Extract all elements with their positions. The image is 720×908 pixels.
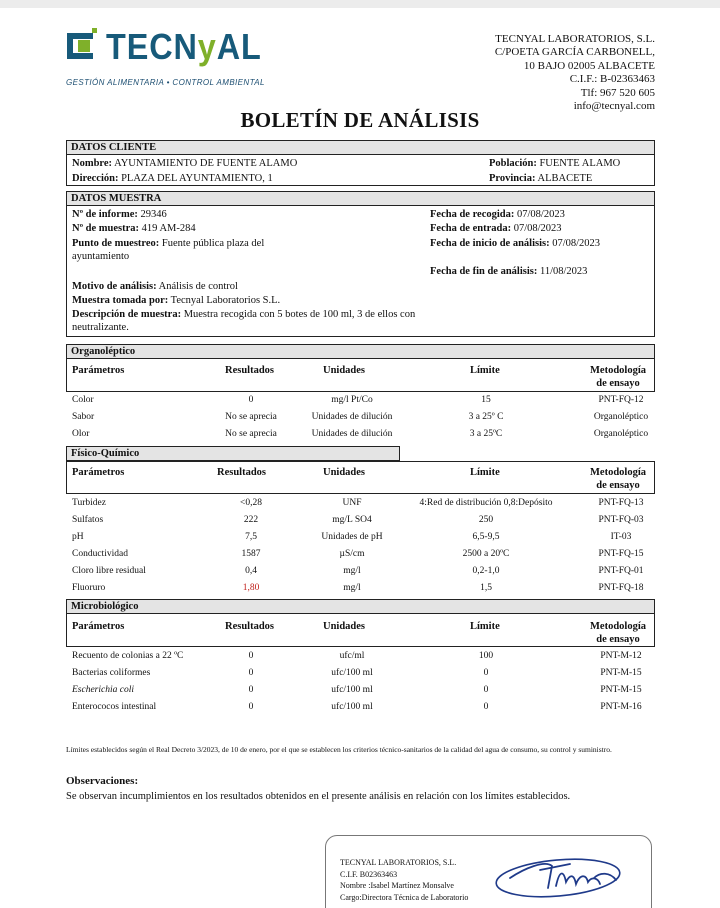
cliente-provincia: Provincia: ALBACETE xyxy=(489,173,593,184)
col-limite: Límite xyxy=(470,365,500,376)
company-address xyxy=(495,33,655,113)
table-row: pH 7,5 Unidades de pH 6,5-9,5 IT-03 xyxy=(72,532,632,542)
company-cif: C.I.F.: B-02363463 xyxy=(569,73,655,86)
table-row: Turbidez <0,28 UNF 4:Red de distribución 0,8:Depósito PNT-FQ-13 xyxy=(72,498,644,508)
col-metodologia: Metodología de ensayo xyxy=(590,621,646,645)
muestra-descripcion: Descripción de muestra: Muestra recogida con 5 botes de 100 ml, 3 de ellos con neutralizante. xyxy=(72,309,416,333)
company-logo xyxy=(66,26,265,92)
fisico-table-header xyxy=(66,461,655,494)
fluoruro-result-exceeded: 1,80 xyxy=(242,583,260,593)
table-row: Sulfatos 222 mg/L SO4 250 PNT-FQ-03 xyxy=(72,515,644,525)
company-name: TECNYAL LABORATORIOS, S.L. xyxy=(495,33,655,45)
table-row: Escherichia coli 0 ufc/100 ml 0 PNT-M-15 xyxy=(72,685,642,695)
table-row: Recuento de colonias a 22 ºC 0 ufc/ml 100 PNT-M-12 xyxy=(72,651,642,661)
muestra-recogida: Fecha de recogida: 07/08/2023 xyxy=(430,209,565,220)
table-row: Bacterias coliformes 0 ufc/100 ml 0 PNT-M-15 xyxy=(72,668,642,678)
legal-note: Límites establecidos según el Real Decreto 3/2023, de 10 de enero, por el que se establecen los criterios técnico-sanitarios de la calidad del agua de consumo, su control y suministro. xyxy=(66,745,612,754)
col-unidades: Unidades xyxy=(323,365,366,376)
section-header-micro: Microbiológico xyxy=(66,599,655,614)
col-limite: Límite xyxy=(470,467,500,478)
col-parametros: Parámetros xyxy=(72,467,125,478)
col-metodologia: Metodología de ensayo xyxy=(590,365,646,389)
section-header-muestra: DATOS MUESTRA xyxy=(66,191,655,206)
observaciones-heading: Observaciones: xyxy=(66,775,139,787)
page-top-edge xyxy=(0,0,720,8)
col-metodologia: Metodología de ensayo xyxy=(590,467,646,491)
table-row: Fluoruro 1,80 mg/l 1,5 PNT-FQ-18 xyxy=(72,583,644,593)
table-row: Olor No se aprecia Unidades de dilución 3 a 25ºC Organoléptico xyxy=(72,429,649,439)
company-phone: Tlf: 967 520 605 xyxy=(580,86,655,99)
col-resultados: Resultados xyxy=(225,365,275,376)
logo-tagline: GESTIÓN ALIMENTARIA • CONTROL AMBIENTAL xyxy=(66,78,265,87)
signature-details: TECNYAL LABORATORIOS, S.L. C.I.F. B02363463 Nombre :Isabel Martínez Monsalve Cargo:Directora Técnica de Laboratorio xyxy=(340,858,469,902)
section-header-cliente: DATOS CLIENTE xyxy=(66,140,655,155)
handwritten-signature-icon xyxy=(490,848,630,903)
col-resultados: Resultados xyxy=(225,621,275,632)
muestra-punto: Punto de muestreo: Fuente pública plaza del ayuntamiento xyxy=(72,238,265,262)
cliente-poblacion: Población: FUENTE ALAMO xyxy=(489,158,621,169)
organoleptico-table-header xyxy=(66,359,655,392)
col-parametros: Parámetros xyxy=(72,365,125,376)
col-unidades: Unidades xyxy=(323,467,366,478)
col-parametros: Parámetros xyxy=(72,621,125,632)
col-unidades: Unidades xyxy=(323,621,366,632)
cliente-direccion: Dirección: PLAZA DEL AYUNTAMIENTO, 1 xyxy=(72,173,273,184)
muestra-tomada: Muestra tomada por: Tecnyal Laboratorios S.L. xyxy=(72,295,281,306)
table-row: Cloro libre residual 0,4 mg/l 0,2-1,0 PNT-FQ-01 xyxy=(72,566,644,576)
table-row: Enterococos intestinal 0 ufc/100 ml 0 PNT-M-16 xyxy=(72,702,642,712)
page-title: BOLETÍN DE ANÁLISIS xyxy=(240,108,480,132)
col-resultados: Resultados xyxy=(217,467,267,478)
logo-mark-icon xyxy=(66,28,108,66)
company-street: C/POETA GARCÍA CARBONELL, xyxy=(494,46,655,59)
table-row: Conductividad 1587 µS/cm 2500 a 20ºC PNT-FQ-15 xyxy=(72,549,644,559)
col-limite: Límite xyxy=(470,621,500,632)
table-row: Color 0 mg/l Pt/Co 15 PNT-FQ-12 xyxy=(72,395,644,405)
table-row: Sabor No se aprecia Unidades de dilución 3 a 25º C Organoléptico xyxy=(72,412,649,422)
company-email[interactable]: info@tecnyal.com xyxy=(573,100,655,113)
muestra-motivo: Motivo de análisis: Análisis de control xyxy=(72,281,238,292)
cliente-nombre: Nombre: AYUNTAMIENTO DE FUENTE ALAMO xyxy=(72,158,298,169)
logo-wordmark: TECNyAL xyxy=(106,26,262,67)
muestra-informe: Nº de informe: 29346 xyxy=(72,209,167,220)
company-city: 10 BAJO 02005 ALBACETE xyxy=(523,59,655,72)
observaciones-text: Se observan incumplimientos en los resultados obtenidos en el presente análisis en relación con los límites establecidos. xyxy=(66,791,571,802)
muestra-numero: Nº de muestra: 419 AM-284 xyxy=(72,223,196,234)
section-header-organoleptico: Organoléptico xyxy=(66,344,655,359)
muestra-fin: Fecha de fin de análisis: 11/08/2023 xyxy=(430,266,588,277)
section-header-fisico: Físico-Químico xyxy=(66,446,400,461)
muestra-entrada: Fecha de entrada: 07/08/2023 xyxy=(430,223,562,234)
muestra-inicio: Fecha de inicio de análisis: 07/08/2023 xyxy=(430,238,601,249)
micro-table-header xyxy=(66,614,655,647)
